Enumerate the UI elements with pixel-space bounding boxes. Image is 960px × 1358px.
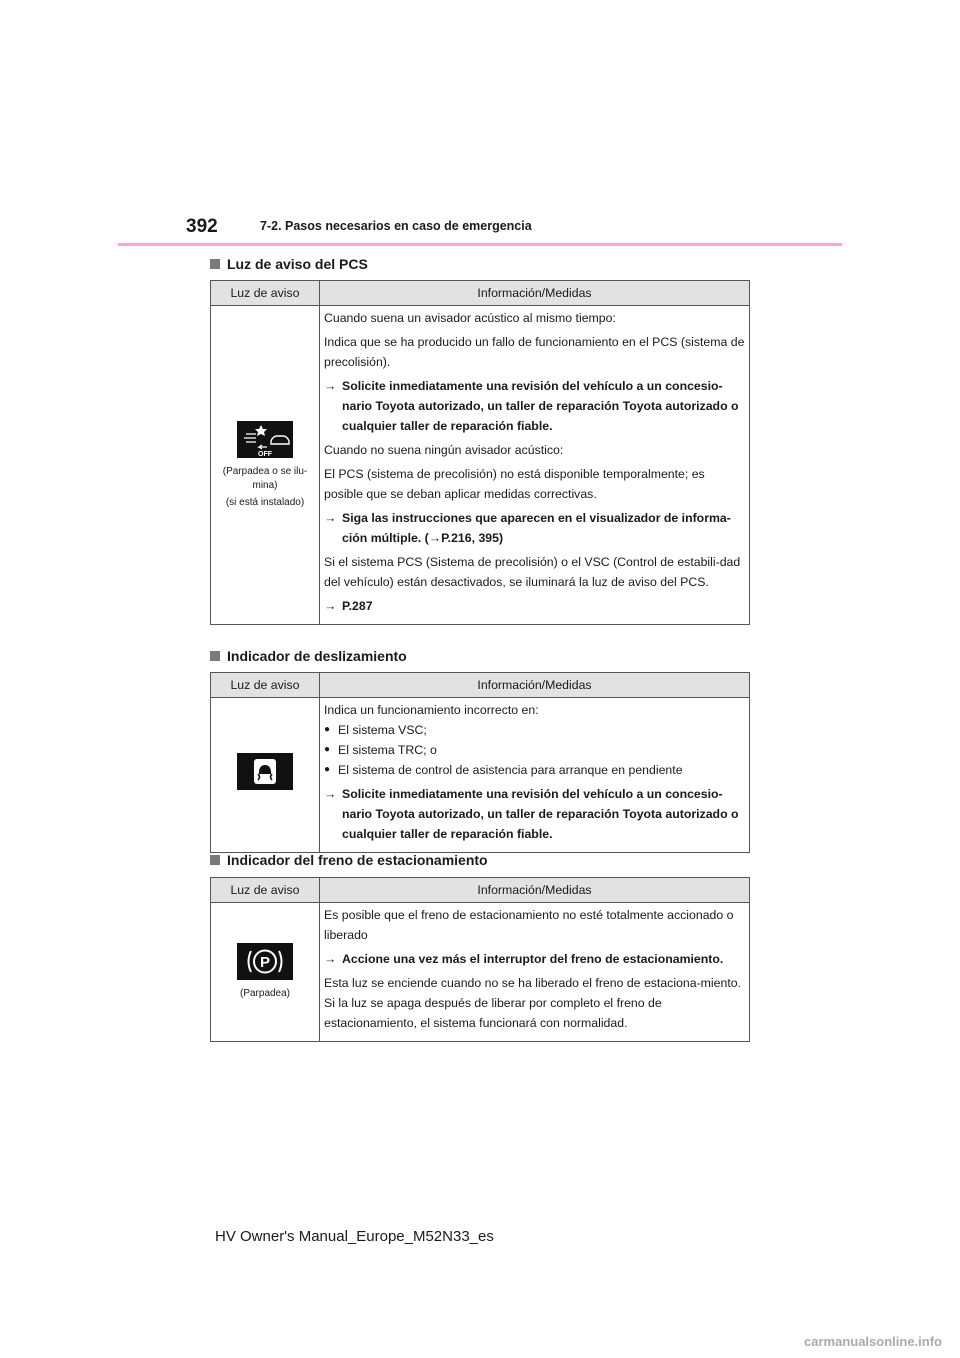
parking-icon-caption: (Parpadea) [239, 988, 291, 999]
parking-action: → Accione una vez más el interruptor del freno de estacionamiento. [324, 949, 745, 969]
page-number: 392 [186, 216, 218, 237]
section-header: 7-2. Pasos necesarios en caso de emergencia [260, 219, 532, 233]
arrow-icon: → [428, 531, 442, 545]
arrow-icon: → [324, 511, 337, 525]
pcs-text: Cuando suena un avisador acústico al mismo tiempo: [324, 311, 616, 325]
heading-square-icon [210, 259, 220, 269]
pcs-icon-cell [211, 306, 320, 625]
pcs-action: → Siga las instrucciones que aparecen en el visualizador de informa-ción múltiple. (→P.216, 395) [324, 508, 745, 548]
list-item: ● El sistema VSC; [324, 720, 745, 740]
col-header-luz: Luz de aviso [211, 673, 320, 698]
heading-square-icon [210, 651, 220, 661]
slip-table [210, 672, 750, 853]
col-header-info: Información/Medidas [320, 281, 750, 306]
col-header-luz: Luz de aviso [211, 878, 320, 903]
pcs-icon-caption-installed: (si está instalado) [225, 496, 305, 508]
pcs-text: Si el sistema PCS (Sistema de precolisión) o el VSC (Control de estabili-dad del vehículo) están desactivados, se iluminará la luz de aviso del PCS. [324, 555, 741, 589]
col-header-luz: Luz de aviso [211, 281, 320, 306]
pcs-info-cell [320, 306, 750, 625]
svg-text:OFF: OFF [258, 450, 272, 458]
watermark: carmanualsonline.info [804, 1334, 942, 1349]
parking-brake-icon [237, 943, 293, 980]
arrow-icon: → [324, 599, 337, 613]
arrow-icon: → [324, 787, 337, 801]
header-rule [118, 243, 842, 246]
parking-heading: Indicador del freno de estacionamiento [210, 852, 488, 868]
slip-action: → Solicite inmediatamente una revisión del vehículo a un concesio-nario Toyota autorizado, un taller de reparación Toyota autorizado o cualquier taller de reparación fiable. [324, 784, 745, 844]
footer-manual-id: HV Owner's Manual_Europe_M52N33_es [215, 1228, 494, 1245]
pcs-table [210, 280, 750, 625]
arrow-icon: → [324, 379, 337, 393]
pcs-action: → Solicite inmediatamente una revisión del vehículo a un concesio-nario Toyota autorizado, un taller de reparación Toyota autorizado o cualquier taller de reparación fiable. [324, 376, 745, 436]
slip-list [324, 720, 745, 780]
pcs-icon-caption: (Parpadea o se ilu-mina) [222, 465, 308, 491]
heading-square-icon [210, 855, 220, 865]
slip-text: Indica un funcionamiento incorrecto en: [324, 703, 539, 717]
parking-text: Esta luz se enciende cuando no se ha liberado el freno de estaciona-miento. Si la luz se apaga después de liberar por completo el freno de estacionamiento, el sistema funcionará con normalidad. [324, 976, 742, 1030]
col-header-info: Información/Medidas [320, 878, 750, 903]
col-header-info: Información/Medidas [320, 673, 750, 698]
pcs-off-warning-icon [237, 421, 293, 458]
parking-table [210, 877, 750, 1042]
parking-icon-cell [211, 903, 320, 1042]
slip-icon-cell [211, 698, 320, 853]
pcs-text: El PCS (sistema de precolisión) no está disponible temporalmente; es posible que se deban aplicar medidas correctivas. [324, 467, 705, 501]
pcs-heading: Luz de aviso del PCS [210, 256, 368, 272]
list-item: ● El sistema de control de asistencia para arranque en pendiente [324, 760, 745, 780]
slip-info-cell [320, 698, 750, 853]
parking-info-cell [320, 903, 750, 1042]
slip-indicator-icon [237, 753, 293, 790]
page-reference-link[interactable]: P.216, 395) [441, 531, 504, 545]
pcs-text: Indica que se ha producido un fallo de funcionamiento en el PCS (sistema de precolisión). [324, 335, 745, 369]
pcs-text: Cuando no suena ningún avisador acústico: [324, 443, 564, 457]
svg-text:P: P [259, 954, 271, 971]
pcs-action [324, 596, 745, 616]
parking-text: Es posible que el freno de estacionamiento no esté totalmente accionado o liberado [324, 908, 734, 942]
slip-heading: Indicador de deslizamiento [210, 648, 407, 664]
arrow-icon: → [324, 952, 337, 966]
list-item: ● El sistema TRC; o [324, 740, 745, 760]
page-reference-link[interactable]: P.287 [342, 599, 373, 613]
